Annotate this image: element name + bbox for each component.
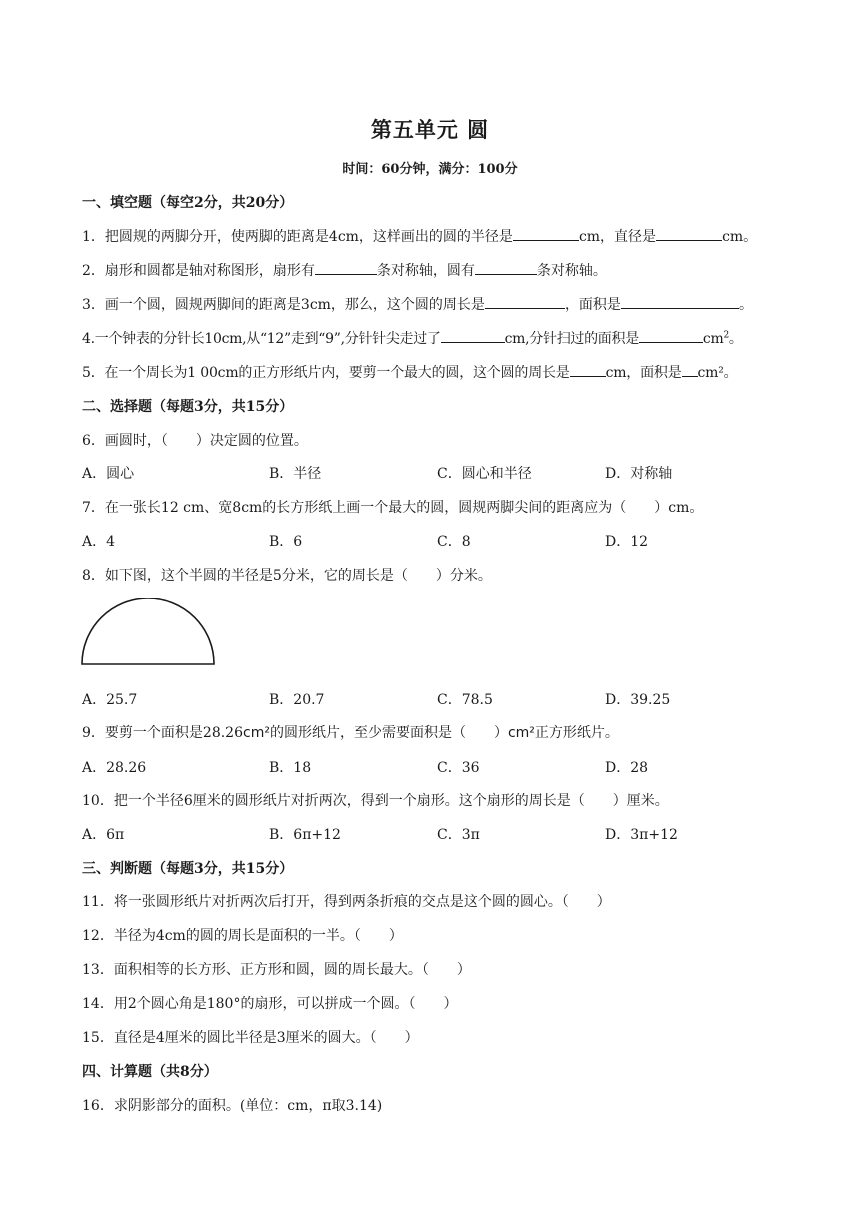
question-5: 5．在一个周长为1 00cm的正方形纸片内，要剪一个最大的圆，这个圆的周长是 cm，面积是 cm²。	[82, 362, 737, 382]
option-b[interactable]: B．6π+12	[269, 827, 341, 843]
option-a[interactable]: A．4	[82, 534, 116, 550]
answer-blank[interactable]	[315, 260, 377, 275]
option-d[interactable]: D．3π+12	[605, 827, 678, 843]
question-13: 13．面积相等的长方形、正方形和圆，圆的周长最大。（ ）	[82, 962, 471, 978]
answer-blank[interactable]	[656, 226, 722, 241]
answer-blank[interactable]	[513, 226, 579, 241]
option-a[interactable]: A．25.7	[82, 692, 138, 708]
option-c[interactable]: C．圆心和半径	[437, 466, 532, 482]
answer-blank[interactable]	[485, 294, 565, 309]
answer-blank[interactable]	[621, 294, 739, 309]
question-9: 9．要剪一个面积是28.26cm²的圆形纸片，至少需要面积是（ ）cm²正方形纸片。	[82, 725, 619, 741]
exam-info: 时间：60分钟，满分：100分	[342, 162, 518, 177]
section-calculation: 四、计算题（共8分）	[82, 1064, 218, 1080]
option-c[interactable]: C．8	[437, 534, 471, 550]
question-15: 15．直径是4厘米的圆比半径是3厘米的圆大。（ ）	[82, 1030, 419, 1046]
section-multiple-choice: 二、选择题（每题3分，共15分）	[82, 399, 294, 415]
answer-blank[interactable]	[570, 362, 606, 377]
option-c[interactable]: C．36	[437, 760, 480, 776]
option-b[interactable]: B．6	[269, 534, 303, 550]
answer-blank[interactable]	[441, 328, 505, 343]
question-10: 10．把一个半径6厘米的圆形纸片对折两次，得到一个扇形。这个扇形的周长是（ ）厘米。	[82, 793, 669, 809]
option-d[interactable]: D．39.25	[605, 692, 671, 708]
page-title: 第五单元 圆	[370, 118, 490, 142]
question-14: 14．用2个圆心角是180°的扇形，可以拼成一个圆。（ ）	[82, 996, 458, 1012]
option-a[interactable]: A．6π	[82, 827, 125, 843]
option-a[interactable]: A．圆心	[82, 466, 135, 482]
option-b[interactable]: B．20.7	[269, 692, 325, 708]
question-11: 11．将一张圆形纸片对折两次后打开，得到两条折痕的交点是这个圆的圆心。（ ）	[82, 894, 611, 910]
option-d[interactable]: D．12	[605, 534, 649, 550]
option-b[interactable]: B．半径	[269, 466, 322, 482]
option-c[interactable]: C．78.5	[437, 692, 493, 708]
question-4: 4.一个钟表的分针长10cm,从“12”走到“9”,分针针尖走过了 cm,分针扫过的面积是 $cm^2$。	[82, 328, 743, 348]
option-c[interactable]: C．3π	[437, 827, 480, 843]
section-true-false: 三、判断题（每题3分，共15分）	[82, 861, 294, 877]
question-7: 7．在一张长12 cm、宽8cm的长方形纸上画一个最大的圆，圆规两脚尖间的距离应为（ ）cm。	[82, 500, 704, 516]
question-6: 6．画圆时，（ ）决定圆的位置。	[82, 433, 308, 449]
answer-blank[interactable]	[475, 260, 537, 275]
semicircle-figure	[78, 598, 218, 668]
answer-blank[interactable]	[682, 362, 698, 377]
question-1: 1．把圆规的两脚分开，使两脚的距离是4cm，这样画出的圆的半径是 cm，直径是 cm。	[82, 226, 757, 246]
option-a[interactable]: A．28.26	[82, 760, 147, 776]
option-d[interactable]: D．对称轴	[605, 466, 673, 482]
question-3: 3．画一个圆，圆规两脚间的距离是3cm，那么，这个圆的周长是 ，面积是 。	[82, 294, 753, 314]
answer-blank[interactable]	[639, 328, 703, 343]
option-b[interactable]: B．18	[269, 760, 312, 776]
question-2: 2．扇形和圆都是轴对称图形，扇形有 条对称轴，圆有 条对称轴。	[82, 260, 607, 280]
section-fill-blank: 一、填空题（每空2分，共20分）	[82, 195, 294, 211]
option-d[interactable]: D．28	[605, 760, 649, 776]
question-16: 16．求阴影部分的面积。(单位：cm，π取3.14)	[82, 1098, 383, 1114]
question-8: 8．如下图，这个半圆的半径是5分米，它的周长是（ ）分米。	[82, 568, 492, 584]
question-12: 12．半径为4cm的圆的周长是面积的一半。（ ）	[82, 928, 403, 944]
